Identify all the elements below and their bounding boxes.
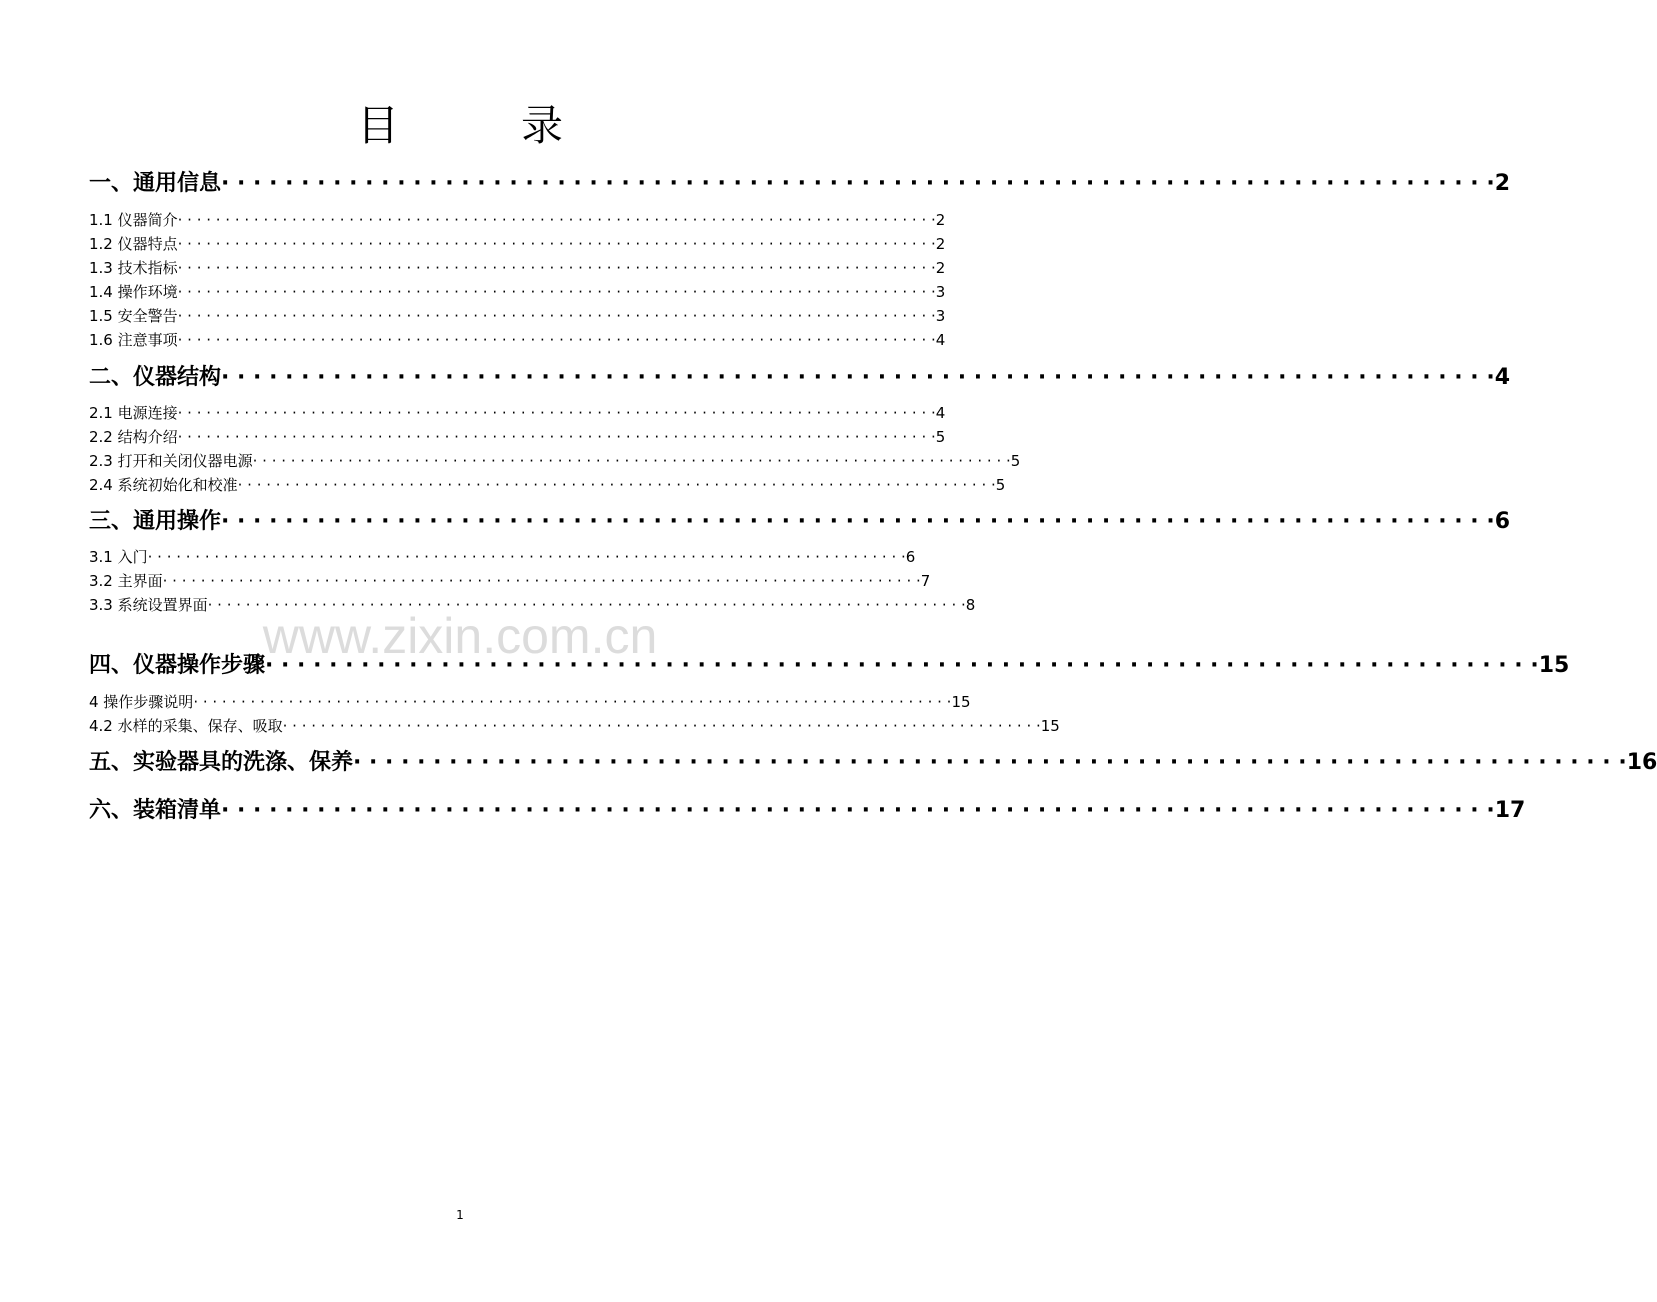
toc-item-page: 5 (935, 428, 946, 446)
toc-item-label: 3.3 系统设置界面 (89, 596, 208, 614)
dot-leader: · · · · · · · · · · · · · · · · · · · · · · · · · · · · · · · · · · · · · · · · · · · · · · · · · · · · · · · · · · · · · · · · · · · · · · · · · · · · · · · · (177, 307, 936, 325)
toc-section-label: 五、实验器具的洗涤、保养 (89, 750, 354, 775)
toc-section-page: 16 (1626, 750, 1657, 775)
toc-section-label: 六、装箱清单 (89, 798, 222, 823)
toc-item-4-2[interactable] (89, 715, 1060, 737)
dot-leader: · · · · · · · · · · · · · · · · · · · · · · · · · · · · · · · · · · · · · · · · · · · · · · · · · · · · · · · · · · · · · · · · · · · · · · · · · · · · · · · · (221, 171, 1495, 196)
toc-section-label: 三、通用操作 (89, 509, 222, 534)
toc-item-label: 2.4 系统初始化和校准 (89, 476, 238, 494)
dot-leader: · · · · · · · · · · · · · · · · · · · · · · · · · · · · · · · · · · · · · · · · · · · · · · · · · · · · · · · · · · · · · · · · · · · · · · · · · · · · · · · · (265, 653, 1539, 678)
toc-section-page: 4 (1494, 365, 1510, 390)
dot-leader: · · · · · · · · · · · · · · · · · · · · · · · · · · · · · · · · · · · · · · · · · · · · · · · · · · · · · · · · · · · · · · · · · · · · · · · · · · · · · · · · (207, 596, 966, 614)
dot-leader: · · · · · · · · · · · · · · · · · · · · · · · · · · · · · · · · · · · · · · · · · · · · · · · · · · · · · · · · · · · · · · · · · · · · · · · · · · · · · · · · (282, 717, 1041, 735)
toc-item-page: 2 (935, 235, 946, 253)
dot-leader: · · · · · · · · · · · · · · · · · · · · · · · · · · · · · · · · · · · · · · · · · · · · · · · · · · · · · · · · · · · · · · · · · · · · · · · · · · · · · · · · (177, 211, 936, 229)
toc-item-1-2[interactable] (89, 233, 946, 255)
toc-section-page: 15 (1538, 653, 1570, 678)
toc-item-label: 1.2 仪器特点 (89, 235, 178, 253)
toc-section-6[interactable] (89, 796, 1526, 826)
toc-item-1-6[interactable] (89, 329, 946, 351)
toc-item-1-4[interactable] (89, 281, 946, 303)
toc-section-page: 2 (1494, 171, 1510, 196)
toc-section-label: 二、仪器结构 (89, 365, 222, 390)
dot-leader: · · · · · · · · · · · · · · · · · · · · · · · · · · · · · · · · · · · · · · · · · · · · · · · · · · · · · · · · · · · · · · · · · · · · · · · · · · · · · · · · (177, 283, 936, 301)
watermark: www.zixin.com.cn (262, 608, 658, 664)
dot-leader: · · · · · · · · · · · · · · · · · · · · · · · · · · · · · · · · · · · · · · · · · · · · · · · · · · · · · · · · · · · · · · · · · · · · · · · · · · · · · · · · (177, 331, 936, 349)
toc-item-2-1[interactable] (89, 402, 946, 424)
dot-leader: · · · · · · · · · · · · · · · · · · · · · · · · · · · · · · · · · · · · · · · · · · · · · · · · · · · · · · · · · · · · · · · · · · · · · · · · · · · · · · · · (177, 428, 936, 446)
toc-item-label: 2.2 结构介绍 (89, 428, 178, 446)
toc-item-page: 6 (905, 548, 916, 566)
page-title: 目 录 (356, 101, 603, 150)
toc-item-label: 1.5 安全警告 (89, 307, 178, 325)
toc-item-page: 2 (935, 211, 946, 229)
dot-leader: · · · · · · · · · · · · · · · · · · · · · · · · · · · · · · · · · · · · · · · · · · · · · · · · · · · · · · · · · · · · · · · · · · · · · · · · · · · · · · · · (252, 452, 1011, 470)
toc-item-label: 2.1 电源连接 (89, 404, 178, 422)
toc-section-3[interactable] (89, 507, 1510, 537)
toc-item-page: 4 (935, 404, 946, 422)
dot-leader: · · · · · · · · · · · · · · · · · · · · · · · · · · · · · · · · · · · · · · · · · · · · · · · · · · · · · · · · · · · · · · · · · · · · · · · · · · · · · · · · (162, 572, 921, 590)
toc-item-page: 8 (965, 596, 976, 614)
toc-item-label: 1.1 仪器简介 (89, 211, 178, 229)
toc-item-label: 4.2 水样的采集、保存、吸取 (89, 717, 283, 735)
dot-leader: · · · · · · · · · · · · · · · · · · · · · · · · · · · · · · · · · · · · · · · · · · · · · · · · · · · · · · · · · · · · · · · · · · · · · · · · · · · · · · · · (221, 798, 1495, 823)
dot-leader: · · · · · · · · · · · · · · · · · · · · · · · · · · · · · · · · · · · · · · · · · · · · · · · · · · · · · · · · · · · · · · · · · · · · · · · · · · · · · · · · (221, 509, 1495, 534)
dot-leader: · · · · · · · · · · · · · · · · · · · · · · · · · · · · · · · · · · · · · · · · · · · · · · · · · · · · · · · · · · · · · · · · · · · · · · · · · · · · · · · · (237, 476, 996, 494)
dot-leader: · · · · · · · · · · · · · · · · · · · · · · · · · · · · · · · · · · · · · · · · · · · · · · · · · · · · · · · · · · · · · · · · · · · · · · · · · · · · · · · · (193, 693, 952, 711)
toc-item-page: 3 (935, 307, 946, 325)
toc-item-page: 5 (1010, 452, 1021, 470)
toc-item-label: 1.6 注意事项 (89, 331, 178, 349)
toc-section-2[interactable] (89, 363, 1510, 393)
dot-leader: · · · · · · · · · · · · · · · · · · · · · · · · · · · · · · · · · · · · · · · · · · · · · · · · · · · · · · · · · · · · · · · · · · · · · · · · · · · · · · · · (177, 259, 936, 277)
toc-section-5[interactable] (89, 748, 1657, 778)
toc-item-label: 1.3 技术指标 (89, 259, 178, 277)
dot-leader: · · · · · · · · · · · · · · · · · · · · · · · · · · · · · · · · · · · · · · · · · · · · · · · · · · · · · · · · · · · · · · · · · · · · · · · · · · · · · · · · (221, 365, 1495, 390)
dot-leader: · · · · · · · · · · · · · · · · · · · · · · · · · · · · · · · · · · · · · · · · · · · · · · · · · · · · · · · · · · · · · · · · · · · · · · · · · · · · · · · · (177, 235, 936, 253)
toc-item-2-3[interactable] (89, 450, 1021, 472)
dot-leader: · · · · · · · · · · · · · · · · · · · · · · · · · · · · · · · · · · · · · · · · · · · · · · · · · · · · · · · · · · · · · · · · · · · · · · · · · · · · · · · · (177, 404, 936, 422)
toc-item-2-4[interactable] (89, 474, 1006, 496)
toc-item-1-5[interactable] (89, 305, 946, 327)
toc-section-page: 17 (1494, 798, 1526, 823)
toc-item-3-2[interactable] (89, 570, 931, 592)
toc-item-page: 15 (1040, 717, 1060, 735)
page-number: 1 (456, 1208, 464, 1222)
toc-item-1-3[interactable] (89, 257, 946, 279)
toc-section-1[interactable] (89, 169, 1510, 199)
toc-section-page: 6 (1494, 509, 1510, 534)
toc-item-1-1[interactable] (89, 209, 946, 231)
toc-item-page: 3 (935, 283, 946, 301)
toc-item-label: 1.4 操作环境 (89, 283, 178, 301)
toc-item-page: 15 (951, 693, 971, 711)
toc-section-4[interactable] (89, 651, 1570, 681)
toc-item-page: 7 (920, 572, 931, 590)
dot-leader: · · · · · · · · · · · · · · · · · · · · · · · · · · · · · · · · · · · · · · · · · · · · · · · · · · · · · · · · · · · · · · · · · · · · · · · · · · · · · · · · (147, 548, 906, 566)
toc-section-label: 四、仪器操作步骤 (89, 653, 266, 678)
toc-item-label: 3.2 主界面 (89, 572, 163, 590)
toc-section-label: 一、通用信息 (89, 171, 222, 196)
toc-item-2-2[interactable] (89, 426, 946, 448)
toc-item-page: 4 (935, 331, 946, 349)
dot-leader: · · · · · · · · · · · · · · · · · · · · · · · · · · · · · · · · · · · · · · · · · · · · · · · · · · · · · · · · · · · · · · · · · · · · · · · · · · · · · · · · (353, 750, 1627, 775)
toc-item-label: 2.3 打开和关闭仪器电源 (89, 452, 253, 470)
toc-item-page: 5 (995, 476, 1006, 494)
toc-item-page: 2 (935, 259, 946, 277)
toc-item-3-1[interactable] (89, 546, 916, 568)
toc-item-4-1[interactable] (89, 691, 971, 713)
toc-item-label: 4 操作步骤说明 (89, 693, 194, 711)
toc-item-label: 3.1 入门 (89, 548, 148, 566)
